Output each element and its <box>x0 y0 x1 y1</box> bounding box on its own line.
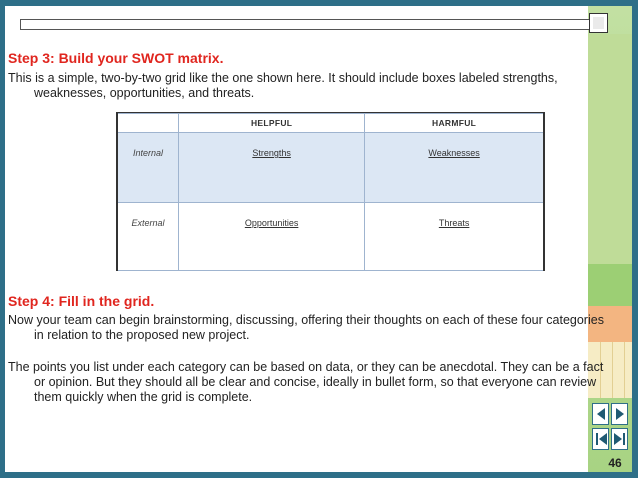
previous-slide-button[interactable] <box>592 403 609 425</box>
table-border <box>543 113 545 271</box>
step3-heading: Step 3: Build your SWOT matrix. <box>8 50 224 66</box>
cell-threats <box>365 203 544 271</box>
column-header-helpful: HELPFUL <box>179 114 365 133</box>
row-label-external: External <box>118 203 179 271</box>
sidebar-stripe <box>624 342 625 398</box>
cell-opportunities <box>179 203 365 271</box>
title-banner <box>20 19 606 30</box>
page-number: 46 <box>608 456 622 470</box>
cell-label: Opportunities <box>244 218 299 228</box>
step4-text-2: The points you list under each category can be based on data, or they can be anecdotal. They can be a fact or opinion. But they should all be clear and concise, ideally in bullet form, so that everyone can review them quickly when the grid is complete. <box>8 360 604 404</box>
step3-text: This is a simple, two-by-two grid like the one shown here. It should include boxes labeled strengths, weaknesses, opportunities, and threats. <box>8 71 558 100</box>
swot-table <box>117 113 544 271</box>
banner-square <box>589 13 608 33</box>
column-header-harmful: HARMFUL <box>365 114 544 133</box>
step4-heading: Step 4: Fill in the grid. <box>8 293 155 309</box>
sidebar-band <box>588 264 632 306</box>
next-slide-button[interactable] <box>611 403 628 425</box>
frame-left <box>0 0 5 478</box>
frame-right <box>632 0 638 478</box>
frame-top <box>0 0 638 6</box>
triangle-left-icon <box>597 408 605 420</box>
table-corner <box>118 114 179 133</box>
row-label-internal: Internal <box>118 133 179 203</box>
step4-text-1: Now your team can begin brainstorming, discussing, offering their thoughts on each of these four categories in relation to the proposed new project. <box>8 313 604 342</box>
sidebar-stripe <box>612 342 613 398</box>
cell-label: Strengths <box>252 148 291 158</box>
table-border <box>116 113 118 271</box>
table-header-row <box>118 114 544 133</box>
frame-bottom <box>0 472 638 478</box>
table-row-internal <box>118 133 544 203</box>
first-slide-button[interactable] <box>592 428 609 450</box>
cell-strengths <box>179 133 365 203</box>
last-slide-button[interactable] <box>611 428 628 450</box>
slide-navigation <box>590 401 630 451</box>
cell-label: Weaknesses <box>428 148 480 158</box>
cell-label: Threats <box>438 218 470 228</box>
table-row-external <box>118 203 544 271</box>
triangle-right-icon <box>616 408 624 420</box>
cell-weaknesses <box>365 133 544 203</box>
sidebar-band <box>588 34 632 264</box>
